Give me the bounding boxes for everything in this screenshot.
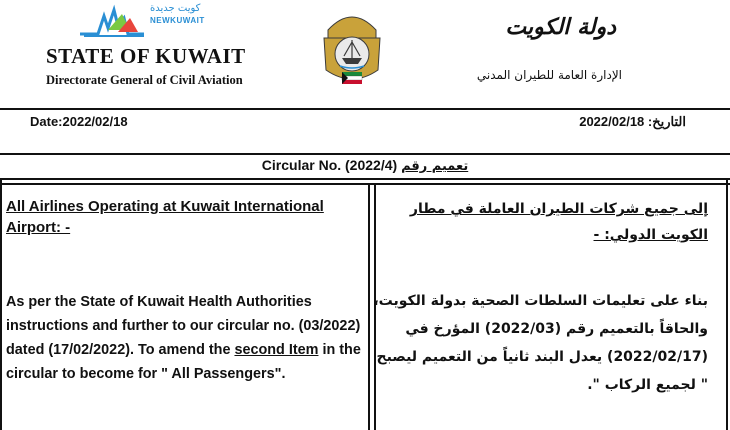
date-arabic-value: 2022/02/18 [579,114,645,129]
state-title-arabic: دولة الكويت [505,14,616,40]
body-english-part2: in the circular to become for " All Passengers". [6,342,361,382]
table-row-divider-1 [0,178,730,180]
circular-title-ar: تعميم رقم [401,159,469,174]
state-title-english: STATE OF KUWAIT [46,44,246,68]
circular-title-en: Circular No. (2022/4) [261,157,398,173]
date-arabic [579,114,686,130]
logo-text-arabic: كويت جديدة [150,3,201,14]
table-row-divider-2 [0,183,730,185]
date-arabic-label: التاريخ: [647,114,686,129]
directorate-arabic: الإدارة العامة للطيران المدني [476,68,622,82]
body-arabic: بناء على تعليمات السلطات الصحية بدولة الكويت، والحاقاً بالتعميم رقم (2022/03) المؤرخ في (2022/02/17) يعدل البند ثانياً من التعميم ليصبح " لجميع الركاب ". [373,293,708,393]
addressee-english: All Airlines Operating at Kuwait International Airport: - [6,198,324,236]
date-english: Date:2022/02/18 [30,114,128,129]
table-column-divider-a [368,183,370,430]
logo-text-english: NEWKUWAIT [150,16,205,25]
body-english-part1: As per the State of Kuwait Health Authorities instructions and further to our circular no. (03/2022) dated (17/02/2022). To amend the [6,294,361,358]
kuwait-emblem-icon [318,10,386,90]
table-top-border [0,153,730,155]
addressee-arabic: إلى جميع شركات الطيران العاملة في مطار الكويت الدولي: - [409,201,708,243]
body-english [6,290,366,386]
table-left-border [0,178,2,430]
circular-title [0,157,730,174]
table-right-border [726,178,728,430]
body-english-underlined: second Item [234,342,319,358]
directorate-english: Directorate General of Civil Aviation [46,73,243,87]
header-divider [0,108,730,110]
